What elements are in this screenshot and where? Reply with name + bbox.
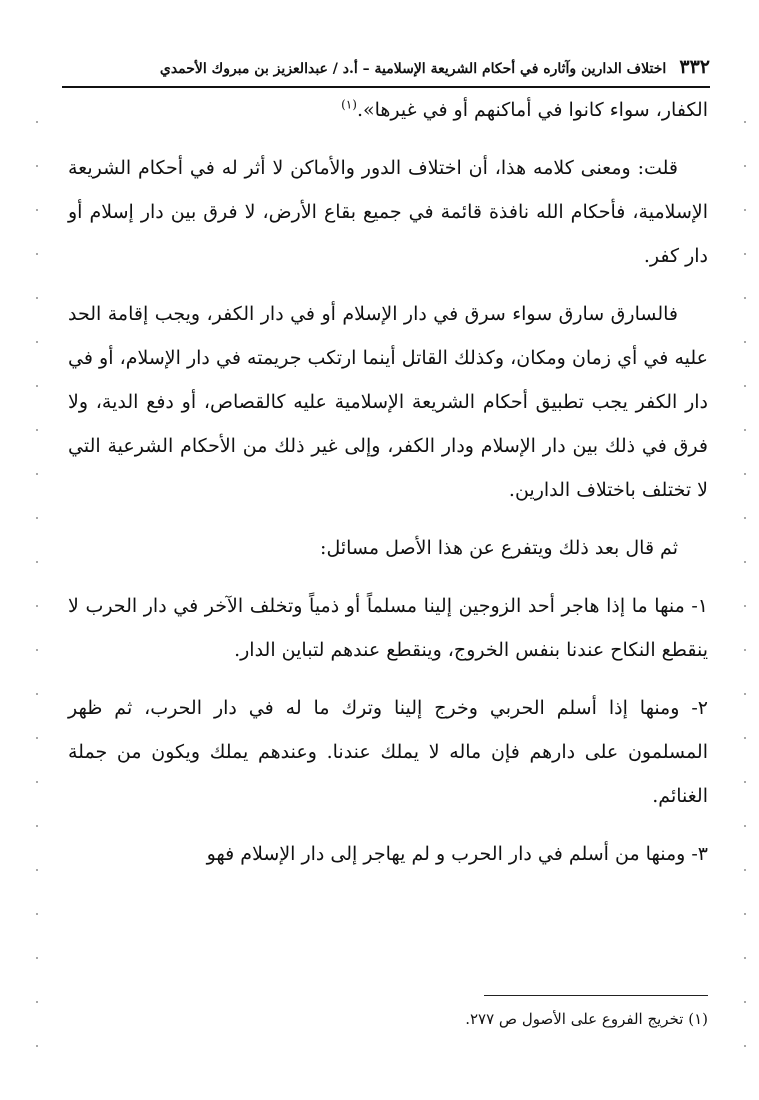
paragraph-text: الكفار، سواء كانوا في أماكنهم أو في غيرها». bbox=[356, 99, 708, 121]
paragraph-quote-end bbox=[68, 88, 708, 132]
paragraph-commentary: قلت: ومعنى كلامه هذا، أن اختلاف الدور والأماكن لا أثر له في أحكام الشريعة الإسلامية، فأحكام الله نافذة قائمة في جميع بقاع الأرض، لا فرق بين دار إسلام أو دار كفر. bbox=[68, 157, 708, 267]
running-header bbox=[60, 56, 710, 84]
body-text bbox=[68, 88, 708, 890]
paragraph-issue-2: ٢- ومنها إذا أسلم الحربي وخرج إلينا وترك ما له في دار الحرب، ثم ظهر المسلمون على دارهم فإن ماله لا يملك عندنا. وعندهم يملك ويكون من جملة الغنائم. bbox=[68, 697, 708, 807]
paragraph-examples: فالسارق سارق سواء سرق في دار الإسلام أو في دار الكفر، ويجب إقامة الحد عليه في أي زمان ومكان، وكذلك القاتل أينما ارتكب جريمته في دار الإسلام، أو في دار الكفر يجب تطبيق أحكام الشريعة الإسلامية عليه كالقصاص، أو دفع الدية، ولا فرق في ذلك بين دار الإسلام ودار الكفر، وإلى غير ذلك من الأحكام الشرعية التي لا تختلف باختلاف الدارين. bbox=[68, 303, 708, 501]
scan-margin-left bbox=[36, 100, 38, 1050]
paragraph-issue-1: ١- منها ما إذا هاجر أحد الزوجين إلينا مسلماً أو ذمياً وتخلف الآخر في دار الحرب لا ينقطع النكاح عندنا بنفس الخروج، وينقطع عندهم لتباين الدار. bbox=[68, 595, 708, 661]
footnote: (١) تخريج الفروع على الأصول ص ٢٧٧. bbox=[465, 1010, 708, 1028]
paragraph-issues-intro: ثم قال بعد ذلك ويتفرع عن هذا الأصل مسائل: bbox=[320, 537, 678, 559]
scan-margin-right bbox=[744, 100, 746, 1050]
footnote-rule bbox=[484, 995, 708, 996]
running-title: اختلاف الدارين وآثاره في أحكام الشريعة الإسلامية – أ.د / عبدالعزيز بن مبروك الأحمدي bbox=[159, 61, 667, 77]
footnote-reference: (١) bbox=[341, 97, 357, 112]
paragraph-issue-3: ٣- ومنها من أسلم في دار الحرب و لم يهاجر إلى دار الإسلام فهو bbox=[206, 843, 708, 865]
page-number: ٣٣٢ bbox=[679, 56, 710, 78]
